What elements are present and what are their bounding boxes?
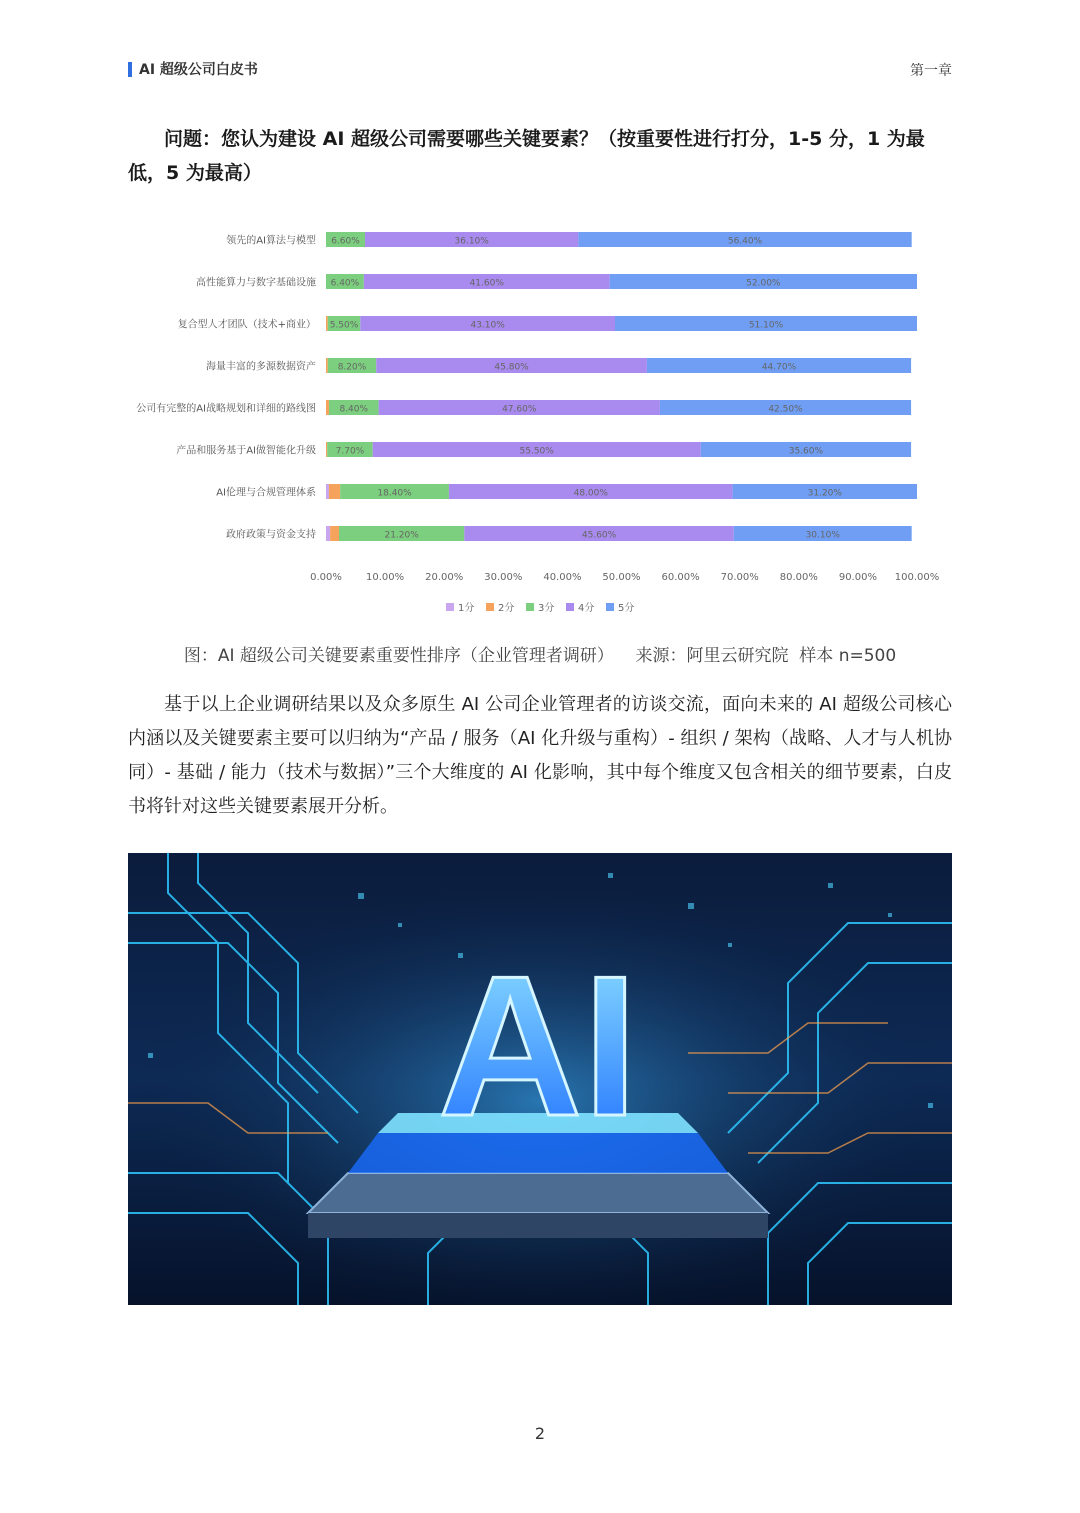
bar-segment bbox=[329, 484, 340, 499]
survey-question: 问题：您认为建设 AI 超级公司需要哪些关键要素？（按重要性进行打分，1-5 分，1 为最低，5 为最高） bbox=[128, 128, 925, 184]
category-label: 高性能算力与数字基础设施 bbox=[196, 277, 316, 289]
data-label: 21.20% bbox=[384, 530, 419, 541]
document-title: AI 超级公司白皮书 bbox=[139, 62, 258, 78]
legend-swatch bbox=[526, 603, 534, 611]
category-label: 产品和服务基于AI做智能化升级 bbox=[176, 445, 316, 457]
data-label: 8.20% bbox=[337, 362, 367, 373]
x-tick-label: 30.00% bbox=[484, 572, 523, 583]
legend-swatch bbox=[486, 603, 494, 611]
data-label: 42.50% bbox=[768, 404, 803, 415]
ai-chip-illustration bbox=[128, 853, 952, 1305]
legend-label: 1分 bbox=[458, 603, 475, 614]
x-tick-label: 20.00% bbox=[425, 572, 464, 583]
data-label: 30.10% bbox=[805, 530, 840, 541]
x-tick-label: 80.00% bbox=[779, 572, 818, 583]
category-label: 复合型人才团队（技术+商业） bbox=[177, 319, 316, 331]
data-label: 45.60% bbox=[581, 530, 617, 541]
data-label: 8.40% bbox=[339, 404, 369, 415]
data-label: 45.80% bbox=[494, 362, 529, 373]
data-label: 18.40% bbox=[377, 488, 412, 499]
ai-letters: AI bbox=[438, 935, 638, 1158]
x-tick-label: 0.00% bbox=[310, 572, 342, 583]
data-label: 6.60% bbox=[331, 236, 360, 247]
category-label: 公司有完整的AI战略规划和详细的路线图 bbox=[136, 403, 316, 415]
data-label: 31.20% bbox=[807, 488, 842, 499]
data-label: 41.60% bbox=[469, 278, 504, 289]
data-label: 35.60% bbox=[788, 446, 824, 457]
bar-segment bbox=[326, 442, 327, 457]
legend-swatch bbox=[606, 603, 614, 611]
data-label: 36.10% bbox=[454, 236, 489, 247]
category-label: 海量丰富的多源数据资产 bbox=[206, 361, 316, 373]
legend-swatch bbox=[446, 603, 454, 611]
data-label: 55.50% bbox=[519, 446, 554, 457]
x-tick-label: 50.00% bbox=[602, 572, 641, 583]
bar-segment bbox=[326, 358, 328, 373]
chapter-label: 第一章 bbox=[910, 63, 952, 79]
data-label: 52.00% bbox=[746, 278, 781, 289]
page-number: 2 bbox=[534, 1424, 546, 1443]
data-label: 48.00% bbox=[573, 488, 608, 499]
x-tick-label: 70.00% bbox=[720, 572, 759, 583]
data-label: 43.10% bbox=[470, 320, 505, 331]
category-label: 政府政策与资金支持 bbox=[226, 529, 316, 541]
data-label: 5.50% bbox=[329, 320, 359, 331]
legend-swatch bbox=[566, 603, 574, 611]
bar-segment bbox=[326, 526, 330, 541]
data-label: 6.40% bbox=[330, 278, 360, 289]
body-paragraph: 基于以上企业调研结果以及众多原生 AI 公司企业管理者的访谈交流，面向未来的 AI 超级公司核心内涵以及关键要素主要可以归纳为“产品 / 服务（AI 化升级与重构）- 组织 / 架构（战略、人才与人机协同）- 基础 / 能力（技术与数据）”三个大维度的 AI 化影响，其中每个维度又包含相关的细节要素，白皮书将针对这些关键要素展开分析。 bbox=[128, 694, 952, 817]
figure-caption: 图：AI 超级公司关键要素重要性排序（企业管理者调研） 来源：阿里云研究院 样本 n=500 bbox=[183, 646, 897, 666]
legend-label: 2分 bbox=[498, 603, 515, 614]
bar-segment bbox=[326, 400, 329, 415]
category-label: AI伦理与合规管理体系 bbox=[216, 487, 316, 499]
x-tick-label: 60.00% bbox=[661, 572, 700, 583]
legend-label: 5分 bbox=[618, 603, 635, 614]
category-label: 领先的AI算法与模型 bbox=[226, 235, 316, 247]
bar-segment bbox=[326, 484, 329, 499]
x-tick-label: 40.00% bbox=[543, 572, 582, 583]
data-label: 7.70% bbox=[335, 446, 365, 457]
x-tick-label: 90.00% bbox=[838, 572, 877, 583]
data-label: 47.60% bbox=[502, 404, 537, 415]
stacked-bar-chart bbox=[120, 215, 960, 615]
bar-segment bbox=[326, 316, 328, 331]
data-label: 56.40% bbox=[727, 236, 763, 247]
x-tick-label: 100.00% bbox=[894, 572, 940, 583]
header-accent-bar bbox=[128, 62, 132, 77]
data-label: 51.10% bbox=[748, 320, 784, 331]
x-tick-label: 10.00% bbox=[366, 572, 405, 583]
bar-segment bbox=[330, 526, 339, 541]
legend-label: 4分 bbox=[578, 603, 595, 614]
data-label: 44.70% bbox=[761, 362, 797, 373]
legend-label: 3分 bbox=[538, 603, 555, 614]
